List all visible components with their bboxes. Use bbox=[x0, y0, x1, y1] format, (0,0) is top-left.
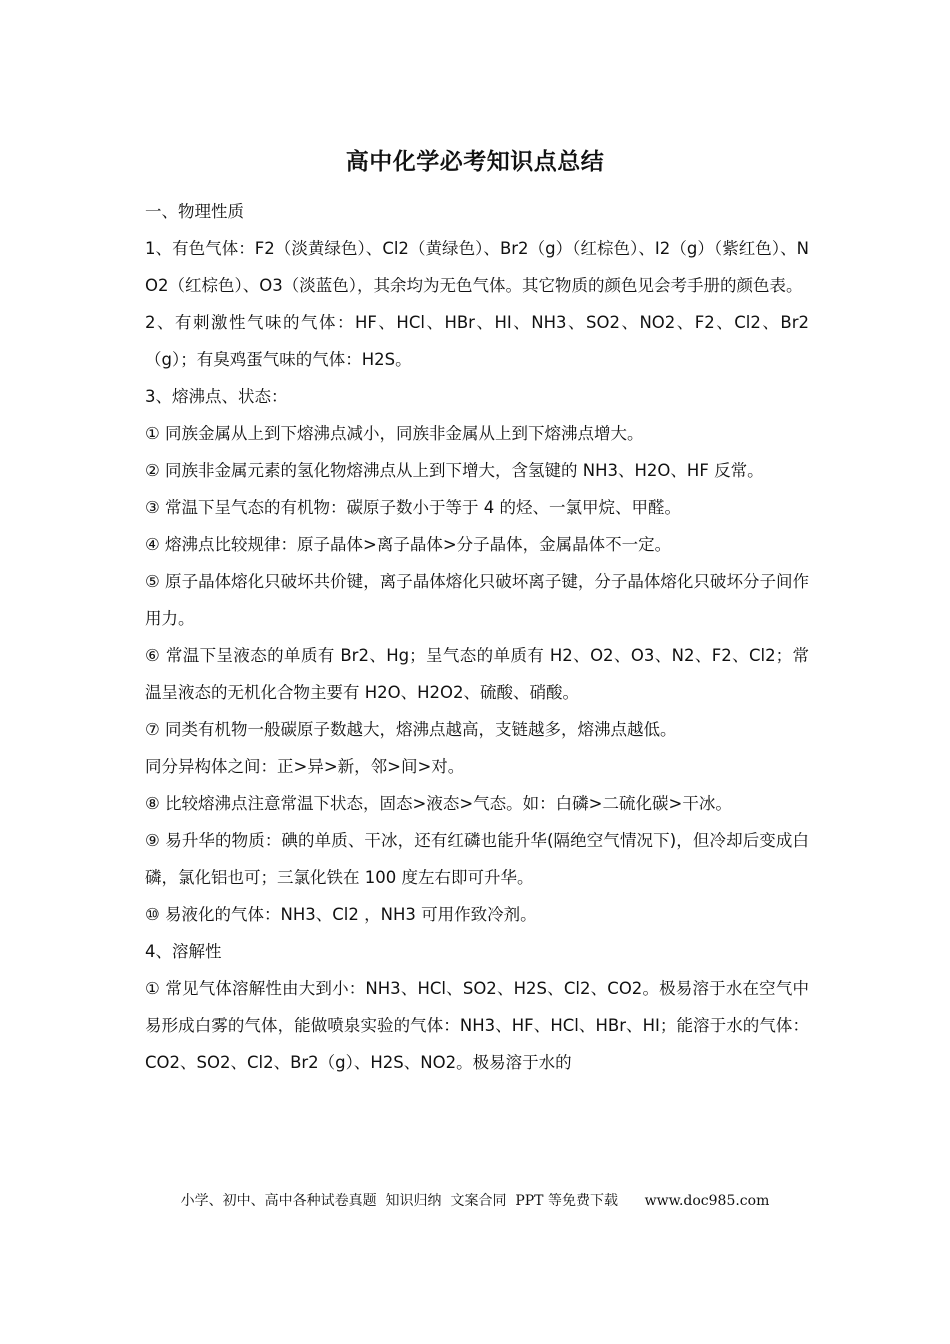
paragraph: 2、有刺激性气味的气体：HF、HCl、HBr、HI、NH3、SO2、NO2、F2、Cl2、Br2（g）；有臭鸡蛋气味的气体：H2S。 bbox=[145, 313, 809, 369]
paragraph: 1、有色气体：F2（淡黄绿色）、Cl2（黄绿色）、Br2（g）（红棕色）、I2（g）（紫红色）、NO2（红棕色）、O3（淡蓝色），其余均为无色气体。其它物质的颜色见会考手册的颜色表。 bbox=[145, 239, 809, 295]
list-item: ④ 熔沸点比较规律：原子晶体>离子晶体>分子晶体，金属晶体不一定。 bbox=[145, 535, 672, 554]
document-body bbox=[145, 193, 809, 1081]
paragraph: 3、熔沸点、状态： bbox=[145, 387, 288, 406]
paragraph: 同分异构体之间：正>异>新，邻>间>对。 bbox=[145, 757, 465, 776]
list-item: ② 同族非金属元素的氢化物熔沸点从上到下增大，含氢键的 NH3、H2O、HF 反常。 bbox=[145, 461, 764, 480]
list-item: ① 同族金属从上到下熔沸点减小，同族非金属从上到下熔沸点增大。 bbox=[145, 424, 644, 443]
list-item: ⑧ 比较熔沸点注意常温下状态，固态>液态>气态。如：白磷>二硫化碳>干冰。 bbox=[145, 794, 732, 813]
list-item: ③ 常温下呈气态的有机物：碳原子数小于等于 4 的烃、一氯甲烷、甲醛。 bbox=[145, 498, 682, 517]
list-item: ① 常见气体溶解性由大到小：NH3、HCl、SO2、H2S、Cl2、CO2。极易溶于水在空气中易形成白雾的气体，能做喷泉实验的气体：NH3、HF、HCl、HBr、HI；能溶于水的气体：CO2、SO2、Cl2、Br2（g）、H2S、NO2。极易溶于水的 bbox=[145, 979, 809, 1072]
list-item: ⑩ 易液化的气体：NH3、Cl2 ，NH3 可用作致冷剂。 bbox=[145, 905, 537, 924]
section-heading: 一、物理性质 bbox=[145, 202, 244, 221]
list-item: ⑥ 常温下呈液态的单质有 Br2、Hg；呈气态的单质有 H2、O2、O3、N2、F2、Cl2；常温呈液态的无机化合物主要有 H2O、H2O2、硫酸、硝酸。 bbox=[145, 646, 809, 702]
list-item: ⑤ 原子晶体熔化只破坏共价键，离子晶体熔化只破坏离子键，分子晶体熔化只破坏分子间作用力。 bbox=[145, 572, 809, 628]
list-item: ⑦ 同类有机物一般碳原子数越大，熔沸点越高，支链越多，熔沸点越低。 bbox=[145, 720, 677, 739]
section-heading: 4、溶解性 bbox=[145, 942, 222, 961]
page-footer: 小学、初中、高中各种试卷真题 知识归纳 文案合同 PPT 等免费下载 www.doc985.com bbox=[180, 1193, 770, 1209]
document-title: 高中化学必考知识点总结 bbox=[345, 149, 605, 175]
list-item: ⑨ 易升华的物质：碘的单质、干冰，还有红磷也能升华(隔绝空气情况下)，但冷却后变成白磷，氯化铝也可；三氯化铁在 100 度左右即可升华。 bbox=[145, 831, 809, 887]
